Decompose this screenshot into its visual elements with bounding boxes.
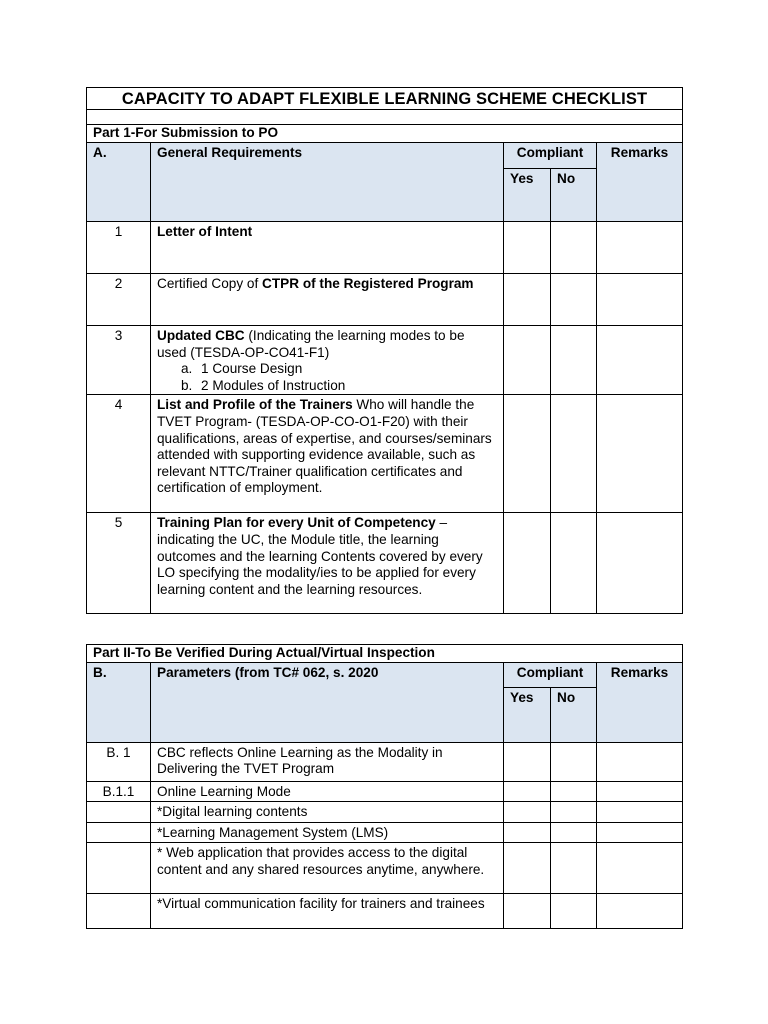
section-letter-b: B. — [87, 662, 151, 742]
list-item-text: 1 Course Design — [201, 361, 303, 377]
table-row — [87, 781, 683, 802]
checklist-part2-table — [86, 644, 683, 929]
remarks-header: Remarks — [597, 662, 683, 742]
row-number: 1 — [87, 222, 151, 274]
yes-checkbox-cell[interactable] — [504, 326, 551, 395]
yes-checkbox-cell[interactable] — [504, 222, 551, 274]
no-checkbox-cell[interactable] — [551, 513, 597, 614]
parameter-cell: * Web application that provides access to the digital content and any shared resources anytime, anywhere. — [151, 843, 504, 894]
row-number: 4 — [87, 395, 151, 513]
remarks-cell[interactable] — [597, 326, 683, 395]
table-row — [87, 822, 683, 843]
table-row — [87, 326, 683, 395]
table-row — [87, 894, 683, 929]
table-row — [87, 222, 683, 274]
row-number — [87, 822, 151, 843]
row-number — [87, 843, 151, 894]
no-checkbox-cell[interactable] — [551, 822, 597, 843]
row-number — [87, 802, 151, 823]
no-checkbox-cell[interactable] — [551, 395, 597, 513]
requirement-cell — [151, 395, 504, 513]
document-title: CAPACITY TO ADAPT FLEXIBLE LEARNING SCHEME CHECKLIST — [87, 88, 683, 110]
row-number — [87, 894, 151, 929]
table-row — [87, 802, 683, 823]
no-checkbox-cell[interactable] — [551, 843, 597, 894]
parameter-cell: *Digital learning contents — [151, 802, 504, 823]
parameter-cell: *Learning Management System (LMS) — [151, 822, 504, 843]
table-row — [87, 843, 683, 894]
remarks-cell[interactable] — [597, 894, 683, 929]
general-requirements-header: General Requirements — [151, 143, 504, 222]
compliant-header: Compliant — [504, 143, 597, 169]
requirement-bold-text: Training Plan for every Unit of Competency — [157, 515, 436, 531]
no-checkbox-cell[interactable] — [551, 742, 597, 781]
section-letter-a: A. — [87, 143, 151, 222]
list-item — [181, 378, 497, 395]
requirement-cell — [151, 274, 504, 326]
no-checkbox-cell[interactable] — [551, 894, 597, 929]
yes-header: Yes — [504, 169, 551, 222]
yes-checkbox-cell[interactable] — [504, 395, 551, 513]
table-row — [87, 742, 683, 781]
row-number: 5 — [87, 513, 151, 614]
row-number: B.1.1 — [87, 781, 151, 802]
list-marker: b. — [181, 377, 193, 393]
yes-checkbox-cell[interactable] — [504, 822, 551, 843]
requirement-cell — [151, 326, 504, 395]
remarks-cell[interactable] — [597, 742, 683, 781]
requirement-cell — [151, 513, 504, 614]
table-row — [87, 395, 683, 513]
sub-list — [157, 361, 497, 394]
compliant-header: Compliant — [504, 662, 597, 687]
yes-checkbox-cell[interactable] — [504, 274, 551, 326]
requirement-text: – indicating the UC, the Module title, the learning outcomes and the learning Contents covered by every LO specifying the modality/ies to be applied for every learning content and the learning resources. — [157, 515, 483, 597]
requirement-bold-text: Letter of Intent — [157, 224, 253, 240]
remarks-cell[interactable] — [597, 822, 683, 843]
requirement-cell — [151, 222, 504, 274]
yes-header: Yes — [504, 687, 551, 742]
remarks-cell[interactable] — [597, 222, 683, 274]
list-marker: a. — [181, 361, 193, 377]
remarks-cell[interactable] — [597, 274, 683, 326]
list-item — [181, 361, 497, 378]
remarks-header: Remarks — [597, 143, 683, 222]
no-checkbox-cell[interactable] — [551, 274, 597, 326]
no-checkbox-cell[interactable] — [551, 802, 597, 823]
row-number: B. 1 — [87, 742, 151, 781]
remarks-cell[interactable] — [597, 513, 683, 614]
spacer-row — [87, 110, 683, 125]
parameters-header: Parameters (from TC# 062, s. 2020 — [151, 662, 504, 742]
remarks-cell[interactable] — [597, 843, 683, 894]
requirement-bold-text: List and Profile of the Trainers — [157, 397, 353, 413]
yes-checkbox-cell[interactable] — [504, 742, 551, 781]
no-header: No — [551, 169, 597, 222]
table-row — [87, 513, 683, 614]
checklist-part1-table — [86, 87, 683, 614]
parameter-cell: Online Learning Mode — [151, 781, 504, 802]
no-header: No — [551, 687, 597, 742]
no-checkbox-cell[interactable] — [551, 326, 597, 395]
list-item-text: 2 Modules of Instruction — [201, 377, 346, 393]
no-checkbox-cell[interactable] — [551, 222, 597, 274]
yes-checkbox-cell[interactable] — [504, 513, 551, 614]
requirement-bold-text: Updated CBC — [157, 328, 245, 344]
requirement-bold-text: CTPR of the Registered Program — [262, 276, 474, 292]
part2-heading: Part II-To Be Verified During Actual/Virtual Inspection — [87, 645, 683, 663]
no-checkbox-cell[interactable] — [551, 781, 597, 802]
remarks-cell[interactable] — [597, 802, 683, 823]
row-number: 2 — [87, 274, 151, 326]
requirement-text: Who will handle the TVET Program- (TESDA-OP-CO-O1-F20) with their qualifications, areas of expertise, and courses/seminars attended with supporting evidence available, such as relevant NTTC/Trainer qualification certificates and certification of employment. — [157, 397, 492, 496]
remarks-cell[interactable] — [597, 781, 683, 802]
row-number: 3 — [87, 326, 151, 395]
yes-checkbox-cell[interactable] — [504, 894, 551, 929]
requirement-text: (Indicating the learning modes to be used (TESDA-OP-CO41-F1) — [157, 328, 465, 360]
yes-checkbox-cell[interactable] — [504, 802, 551, 823]
part1-heading: Part 1-For Submission to PO — [87, 125, 683, 143]
yes-checkbox-cell[interactable] — [504, 781, 551, 802]
requirement-text: Certified Copy of — [157, 276, 263, 292]
parameter-cell: CBC reflects Online Learning as the Modality in Delivering the TVET Program — [151, 742, 504, 781]
table-row — [87, 274, 683, 326]
yes-checkbox-cell[interactable] — [504, 843, 551, 894]
parameter-cell: *Virtual communication facility for trainers and trainees — [151, 894, 504, 929]
remarks-cell[interactable] — [597, 395, 683, 513]
